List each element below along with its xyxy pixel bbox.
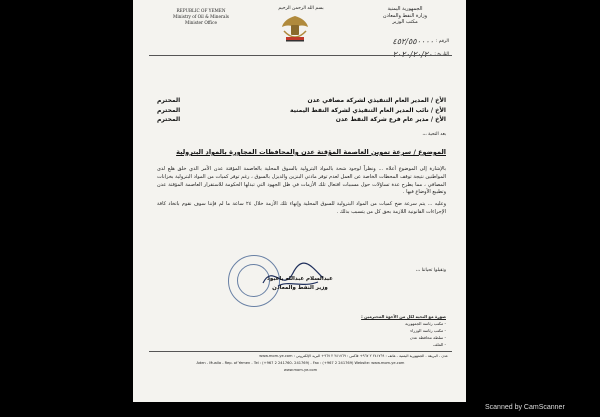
footer-arabic: عدن - البريقة - الجمهورية اليمنية - هاتف : ٢٤١٧٦٩ ٢ ٩٦٧+ فاكس : ٢٤١٧٦٩ ٢ ٩٦٧+ البريد الإلكتروني : www.mom-ye.com (259, 354, 448, 358)
cc-list (361, 313, 446, 348)
footer-english: Aden - Mualla - Rep. of Yemen - Tel : (+967 2 241760- 241769) - Fax : (+967 2 241769) Website: www.mom-ye.com (196, 361, 405, 365)
recipient-honorific: المحترم (157, 116, 181, 123)
header-arabic (360, 6, 450, 26)
cc-item: - سلطة محافظة عدن (409, 335, 446, 340)
reference-number-label: الرقم : (435, 39, 449, 44)
basmala: بسم الله الرحمن الرحيم (278, 6, 324, 11)
header-arabic-line: مكتب الوزير (392, 19, 418, 25)
header-arabic-line: الجمهورية اليمنية (387, 6, 423, 12)
letter-page (133, 0, 466, 402)
cc-title: صورة مع التحية لكل من الأخوة المحترمين : (361, 314, 446, 319)
reference-number-value: ٤٥٢/٥٥٠٠٠٠ (392, 37, 434, 46)
footer-website: www.mom-ye.com (283, 368, 318, 372)
yemen-emblem-icon (278, 13, 312, 45)
header-english-line: Ministry of Oil & Minerals (173, 14, 229, 19)
recipient-row (157, 96, 446, 106)
header-english-line: Minister Office (185, 20, 217, 25)
recipient-name: الأخ / نائب المدير العام التنفيذي لشركة النفط اليمنية (290, 106, 446, 114)
recipient-honorific: المحترم (157, 97, 181, 104)
cc-item: - مكتب رئاسة الجمهورية (405, 321, 446, 326)
header-english (151, 8, 251, 26)
recipient-row (157, 106, 446, 116)
recipient-name: الأخ / المدير العام التنفيذي لشركة مصافي عدن (307, 97, 446, 104)
header-divider (149, 55, 452, 56)
signer-block (245, 275, 355, 293)
signer-name: عبدالسلام عبدالله باعبود (267, 276, 333, 282)
recipient-row (157, 115, 446, 125)
closing-greeting: وتقبلوا تحياتنا ،،، (415, 268, 446, 273)
header-arabic-line: وزارة النفط والمعادن (382, 12, 428, 19)
recipients-block (157, 96, 446, 125)
cc-item: - مكتب رئاسة الوزراء (410, 328, 446, 333)
cc-item: - الملف (433, 342, 446, 347)
header-english-line: REPUBLIC OF YEMEN (176, 8, 226, 13)
body-paragraph: وعليه ... يتم سرعة ضخ كميات من المواد البترولية للسوق المحلية وإنهاء تلك الأزمة خلال ٢٤ ساعة ما لم فإننا سوف نقوم باتخاذ كافة الإجراءات القانونية اللازمة بحق كل من يتسبب بذلك . (157, 201, 447, 215)
signer-title: وزير النفط والمعادن (272, 285, 328, 291)
body-paragraph: بالإشارة إلى الموضوع أعلاه ... ونظراً لوجود شحة بالمواد البترولية بالسوق المحلية بالعاصمة المؤقتة عدن الأمر الذي خلق هلع لدى المواطنين نتيجة توقف المحطات الخاصة عن العمل لعدم توفر مادتي البنزين والديزل بالسوق ، رغم توفر كميات من المواد البترولية بخزانات المصافي ، مما يطرح عدة تساؤلات حول مسببات افتعال تلك الأزمات في ظل الجهود التي تبذلها الحكومة للاستقرار العاصمة المؤقتة عدن وتطبيع الأوضاع فيها . (157, 166, 446, 196)
after-greeting: بعد التحية ،،، (422, 132, 446, 137)
scanner-watermark: Scanned by CamScanner (485, 404, 565, 411)
letter-body (157, 166, 446, 217)
recipient-honorific: المحترم (157, 106, 181, 114)
reference-number (379, 37, 449, 46)
letter-subject: الموضوع / سرعة تموين العاصمة المؤقتة عدن والمحافظات المجاورة بالمواد البترولية (176, 148, 446, 156)
recipient-name: الأخ / مدير عام فرع شركة النفط عدن (335, 116, 446, 123)
footer-divider (149, 351, 452, 352)
